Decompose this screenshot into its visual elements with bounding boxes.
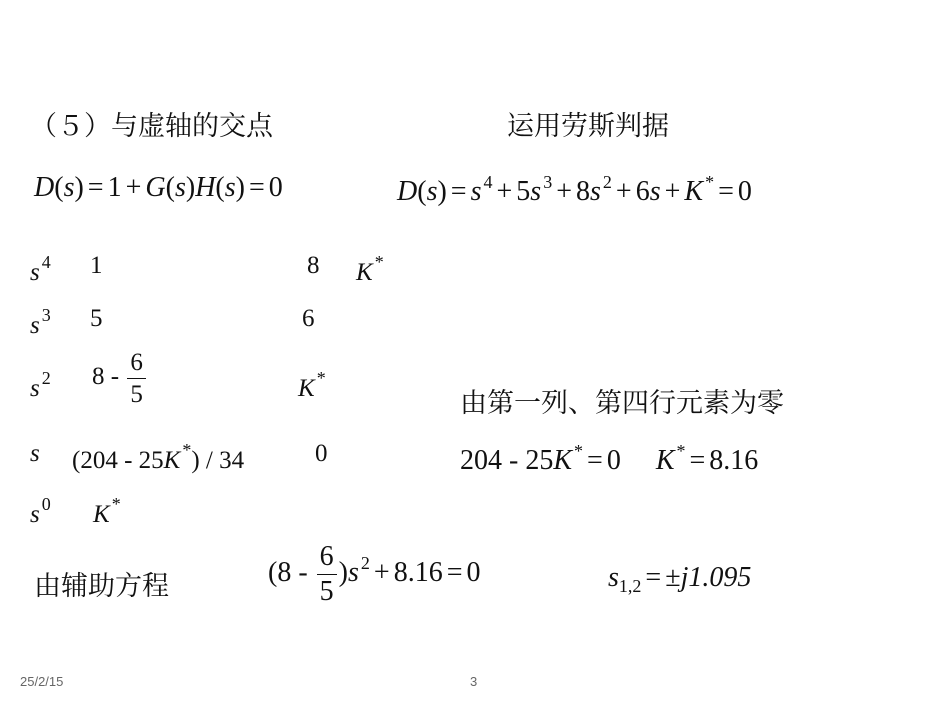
routh-cell: K *	[298, 368, 326, 402]
routh-row-s2-label: s $^2$	[30, 368, 51, 402]
auxiliary-equation: (8 - $\frac{6}{5}$ )s $^2$ + 8.16 = 0	[268, 541, 481, 607]
routh-cell-expression: (204 - 25K *) / 34	[72, 440, 245, 474]
routh-cell-fraction: 8 - $\frac{6}{5}$	[92, 350, 148, 407]
section-heading: （５）与虚轴的交点	[30, 111, 273, 142]
routh-cell: K *	[93, 494, 121, 528]
routh-cell: 6	[302, 305, 315, 332]
routh-cell: 0	[315, 440, 328, 467]
routh-cell: 8	[307, 252, 320, 279]
page-number: 3	[470, 674, 478, 689]
characteristic-equation-general: D(s) = 1 + G(s)H(s) = 0	[34, 172, 283, 203]
critical-gain-equation: 204 - 25K * = 0 K * = 8.16	[460, 441, 759, 476]
imaginary-roots: $s_{1,2} = \pm j1.095$	[608, 562, 752, 596]
section-subheading: 运用劳斯判据	[507, 111, 669, 142]
footer-date: 25/2/15	[20, 674, 64, 689]
note-text: 由第一列、第四行元素为零	[460, 388, 784, 419]
aux-label: 由辅助方程	[34, 571, 169, 602]
routh-cell: 5	[90, 305, 103, 332]
routh-row-s0-label: s $^0$	[30, 494, 51, 528]
routh-cell: K *	[356, 252, 384, 286]
routh-row-s3-label: s $^3$	[30, 305, 51, 339]
routh-cell: 1	[90, 252, 103, 279]
routh-row-s4-label: s $^4$	[30, 252, 51, 286]
routh-row-s1-label: s	[30, 440, 40, 467]
characteristic-polynomial: D(s) = s $^4$ + 5s $^3$ + 8s $^2$ + 6s + K * = 0	[397, 172, 752, 207]
